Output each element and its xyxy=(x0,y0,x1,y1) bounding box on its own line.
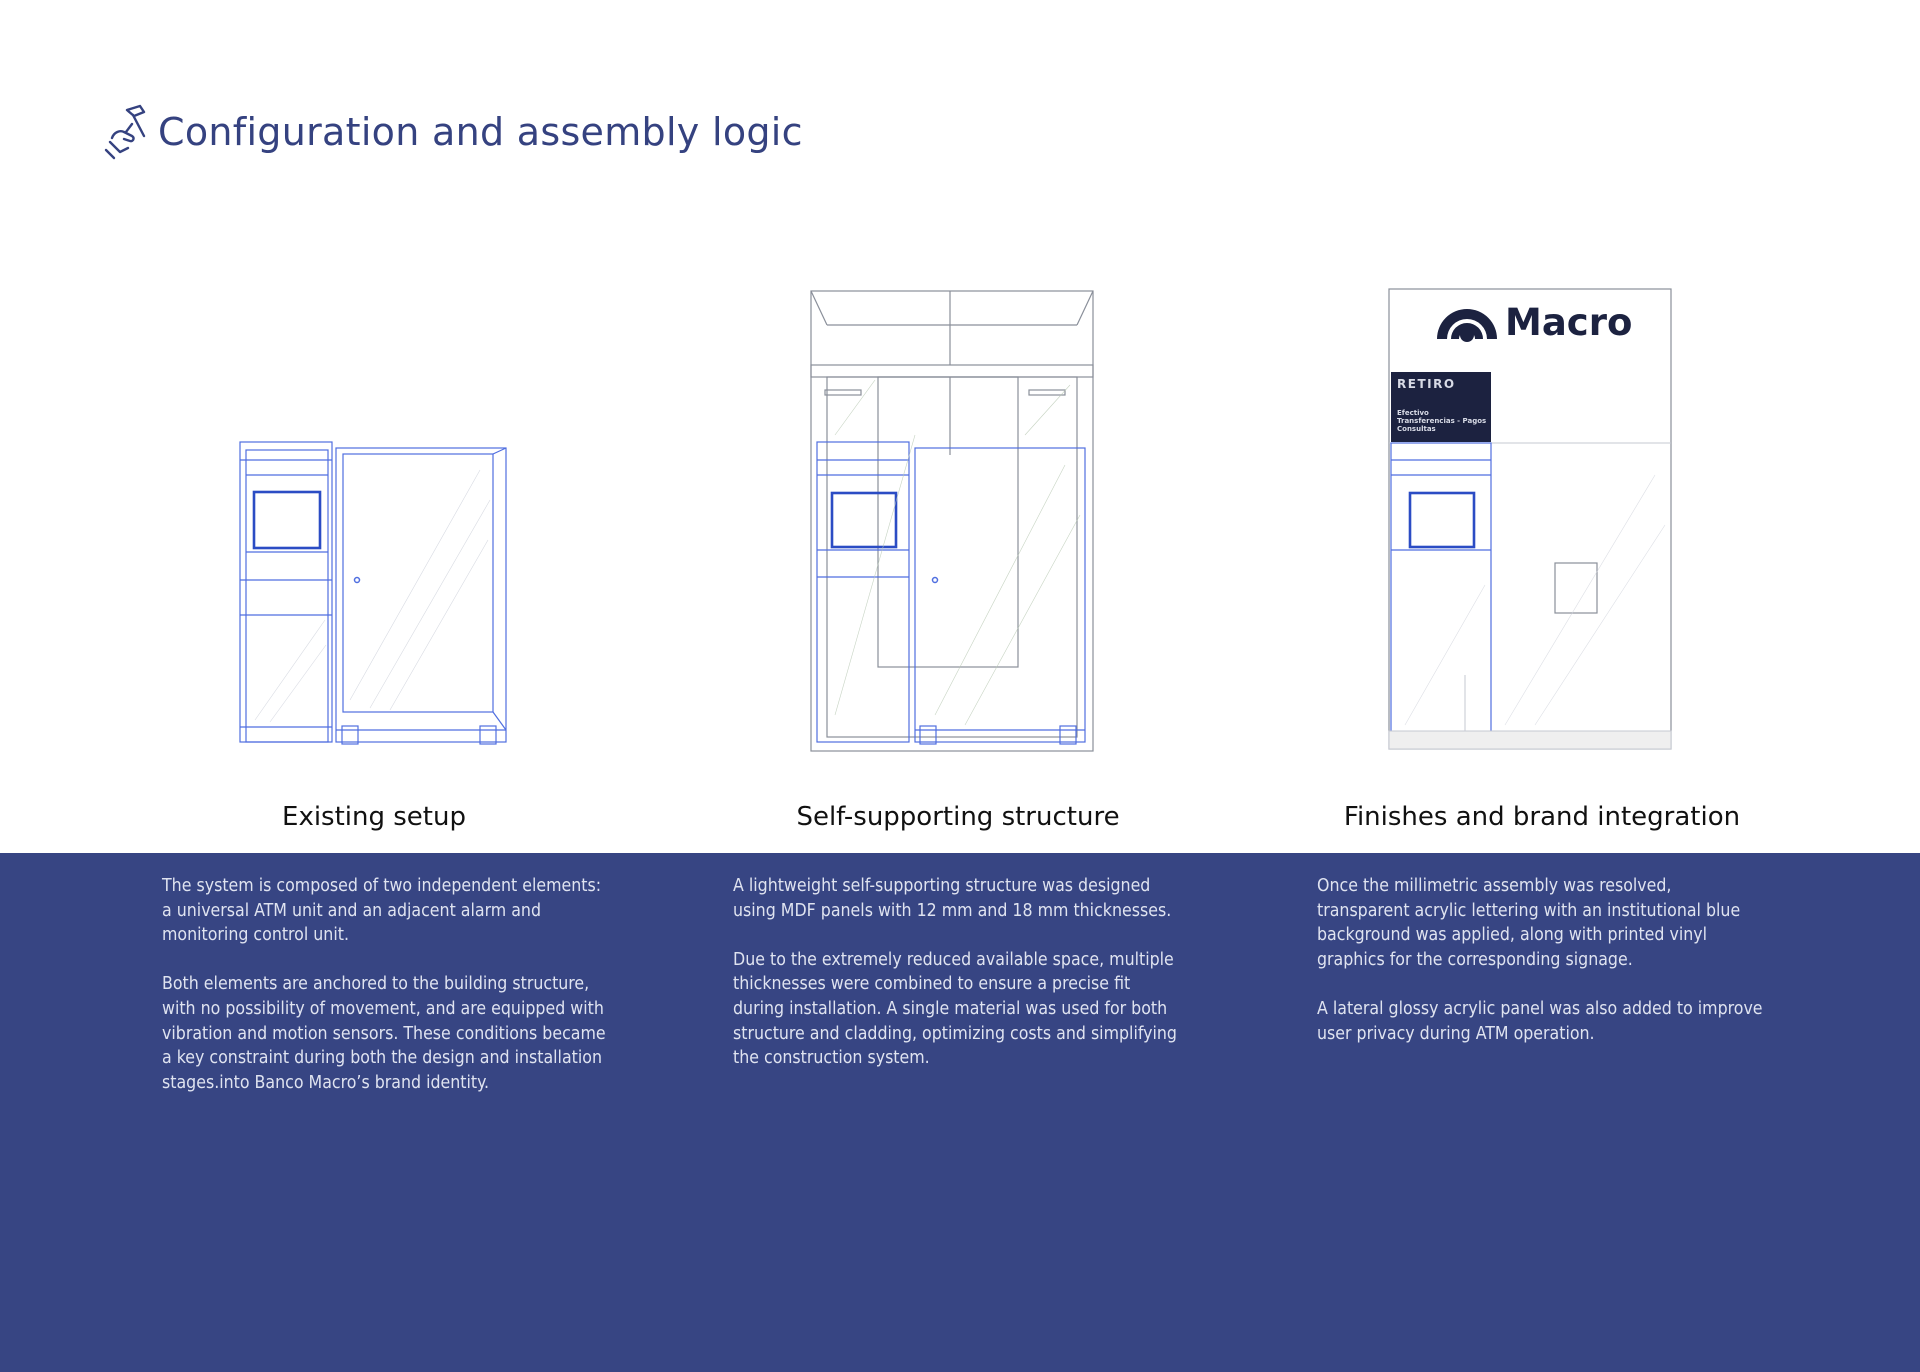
paragraph: Both elements are anchored to the building structure, with no possibility of movement, and are equipped with vibration and motion sensors. These conditions became a key constraint during both the design and installation stages.into Banco Macro’s brand identity. xyxy=(162,974,606,1093)
existing-setup-illustration xyxy=(230,430,530,755)
paragraph: Once the millimetric assembly was resolved, transparent acrylic lettering with an institutional blue background was applied, along with printed vinyl graphics for the corresponding signage. xyxy=(1317,876,1741,970)
column-title-existing-setup: Existing setup xyxy=(282,802,466,832)
signage-line-1: Efectivo xyxy=(1397,409,1429,417)
column-text-finishes xyxy=(1317,874,1767,1071)
column-text-existing-setup xyxy=(162,874,612,1120)
paragraph: A lateral glossy acrylic panel was also added to improve user privacy during ATM operation. xyxy=(1317,998,1763,1044)
finishes-illustration xyxy=(1385,285,1685,755)
signage-line-2: Transferencias - Pagos xyxy=(1397,417,1487,425)
paragraph: Due to the extremely reduced available space, multiple thicknesses were combined to ensure a precise fit during installation. A single material was used for both structure and cladding, optimizing costs and simplifying the construction system. xyxy=(733,949,1177,1069)
hand-hammer-icon xyxy=(100,102,158,162)
paragraph: A lightweight self-supporting structure was designed using MDF panels with 12 mm and 18 mm thicknesses. xyxy=(733,876,1172,921)
page-header xyxy=(100,102,803,162)
structure-illustration xyxy=(805,285,1105,755)
column-title-finishes: Finishes and brand integration xyxy=(1343,802,1741,832)
column-text-structure xyxy=(733,874,1183,1095)
paragraph: The system is composed of two independent elements: a universal ATM unit and an adjacent alarm and monitoring control unit. xyxy=(162,876,602,946)
column-title-structure: Self-supporting structure xyxy=(796,802,1120,832)
page-title: Configuration and assembly logic xyxy=(158,110,803,154)
signage-line-3: Consultas xyxy=(1397,425,1436,433)
brand-name: Macro xyxy=(1505,301,1633,344)
signage-panel-title: RETIRO xyxy=(1397,377,1456,391)
